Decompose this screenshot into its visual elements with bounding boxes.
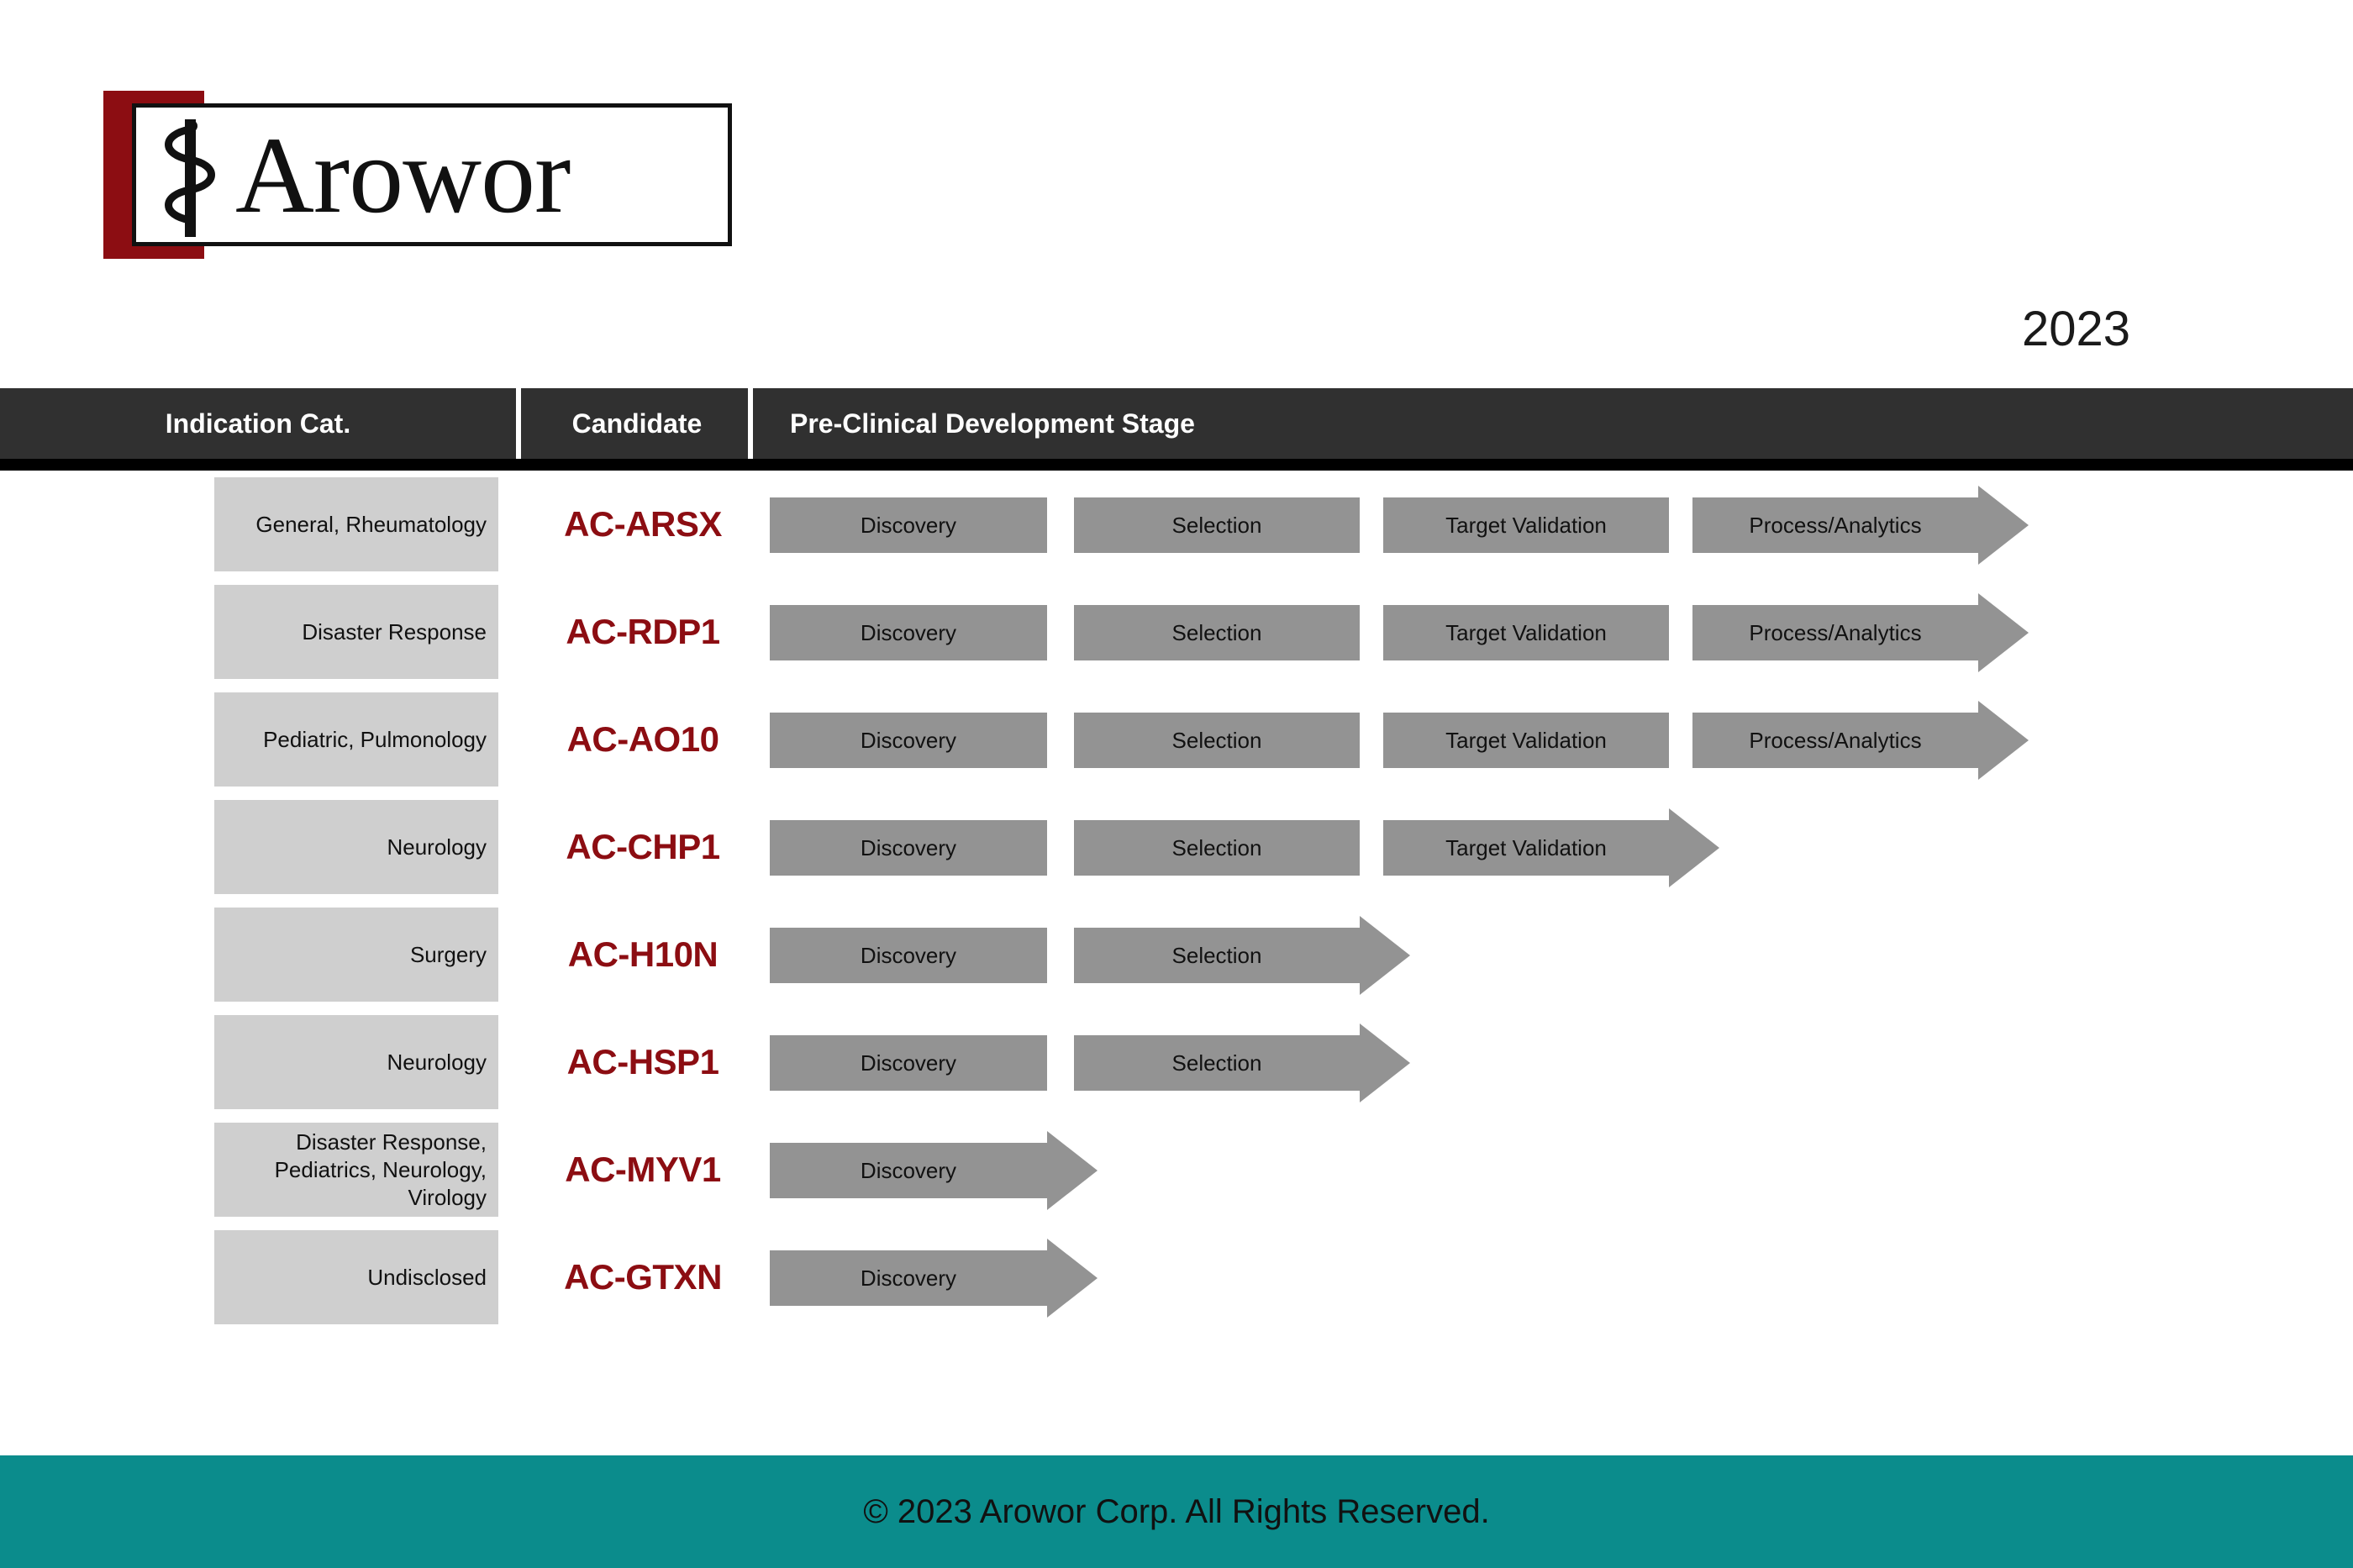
stage-box (770, 497, 1047, 553)
pipeline-row (0, 793, 2353, 901)
stage-box (1074, 497, 1360, 553)
indication-category-label: Disaster Response, Pediatrics, Neurology, Virology (274, 1129, 487, 1210)
stage-box (1074, 928, 1360, 983)
indication-category-label: Neurology (387, 834, 487, 860)
column-header-stage: Pre-Clinical Development Stage (790, 408, 1195, 439)
header-underline (0, 459, 2353, 471)
pipeline-row (0, 471, 2353, 578)
table-header (0, 388, 2353, 459)
stage-arrow-head (1360, 1023, 1410, 1102)
stage-label: Selection (1171, 834, 1262, 860)
stage-label: Discovery (860, 512, 957, 538)
stage-box (1074, 1035, 1360, 1091)
indication-category-cell (214, 477, 498, 571)
pipeline-row (0, 1116, 2353, 1223)
stage-label: Selection (1171, 727, 1262, 753)
stage-box (1383, 820, 1669, 876)
logo-wordmark: Arowor (235, 115, 571, 236)
candidate-name-cell: AC-MYV1 (565, 1150, 721, 1189)
stage-label: Selection (1171, 1050, 1262, 1076)
indication-category-label: Undisclosed (367, 1264, 487, 1290)
stage-box (1383, 713, 1669, 768)
copyright-text: © 2023 Arowor Corp. All Rights Reserved. (863, 1492, 1490, 1530)
indication-category-cell (214, 800, 498, 894)
stage-label: Discovery (860, 942, 957, 968)
stage-label: Discovery (860, 619, 957, 645)
indication-category-cell (214, 585, 498, 679)
logo-frame (132, 103, 732, 246)
stage-label: Discovery (860, 727, 957, 753)
stage-label: Target Validation (1445, 834, 1607, 860)
stage-label: Process/Analytics (1749, 727, 1922, 753)
candidate-name-cell: AC-CHP1 (566, 827, 720, 866)
stage-box (770, 1250, 1047, 1306)
stage-arrow-head (1978, 486, 2029, 565)
stage-box (770, 928, 1047, 983)
stage-label: Selection (1171, 942, 1262, 968)
indication-category-cell (214, 1123, 498, 1217)
stage-label: Discovery (860, 834, 957, 860)
stage-arrow-head (1047, 1131, 1098, 1210)
stage-arrow-head (1978, 701, 2029, 780)
stage-box (1383, 497, 1669, 553)
indication-category-label: Surgery (409, 941, 487, 967)
indication-category-label: Pediatric, Pulmonology (263, 726, 487, 752)
stage-box (1074, 820, 1360, 876)
stage-box (770, 713, 1047, 768)
candidate-name-cell: AC-RDP1 (566, 612, 720, 651)
indication-category-cell (214, 908, 498, 1002)
column-header-candidate: Candidate (526, 388, 753, 459)
pipeline-row (0, 578, 2353, 686)
pipeline-row (0, 901, 2353, 1008)
candidate-name-cell: AC-GTXN (564, 1257, 722, 1297)
indication-category-label: General, Rheumatology (255, 511, 487, 537)
candidate-name-cell: AC-H10N (567, 934, 719, 974)
stage-box (770, 605, 1047, 660)
stage-box (1383, 605, 1669, 660)
stage-label: Discovery (860, 1265, 957, 1291)
indication-category-cell (214, 1230, 498, 1324)
stage-label: Target Validation (1445, 512, 1607, 538)
stage-box (1074, 605, 1360, 660)
pipeline-row (0, 686, 2353, 793)
indication-category-cell (214, 692, 498, 787)
column-header-indication: Indication Cat. (0, 388, 521, 459)
stage-label: Selection (1171, 512, 1262, 538)
stage-label: Target Validation (1445, 619, 1607, 645)
indication-category-label: Disaster Response (302, 618, 487, 645)
stage-arrow-head (1978, 593, 2029, 672)
stage-box (1692, 605, 1978, 660)
candidate-name-cell: AC-ARSX (564, 504, 722, 544)
stage-label: Selection (1171, 619, 1262, 645)
snake-staff-icon (145, 114, 237, 240)
candidate-name-cell: AC-HSP1 (566, 1042, 719, 1081)
stage-label: Process/Analytics (1749, 512, 1922, 538)
stage-arrow-head (1047, 1239, 1098, 1318)
stage-box (1692, 713, 1978, 768)
stage-box (1692, 497, 1978, 553)
year-label: 2023 (2021, 302, 2130, 356)
indication-category-cell (214, 1015, 498, 1109)
stage-box (770, 1143, 1047, 1198)
stage-arrow-head (1669, 808, 1719, 887)
candidate-name-cell: AC-AO10 (566, 719, 719, 759)
stage-label: Target Validation (1445, 727, 1607, 753)
pipeline-row (0, 1008, 2353, 1116)
stage-label: Process/Analytics (1749, 619, 1922, 645)
stage-label: Discovery (860, 1157, 957, 1183)
stage-box (770, 1035, 1047, 1091)
company-logo (103, 91, 641, 259)
footer-bar (0, 1455, 2353, 1568)
stage-label: Discovery (860, 1050, 957, 1076)
stage-box (1074, 713, 1360, 768)
pipeline-rows (0, 471, 2353, 1331)
stage-box (770, 820, 1047, 876)
pipeline-row (0, 1223, 2353, 1331)
indication-category-label: Neurology (387, 1049, 487, 1075)
stage-arrow-head (1360, 916, 1410, 995)
